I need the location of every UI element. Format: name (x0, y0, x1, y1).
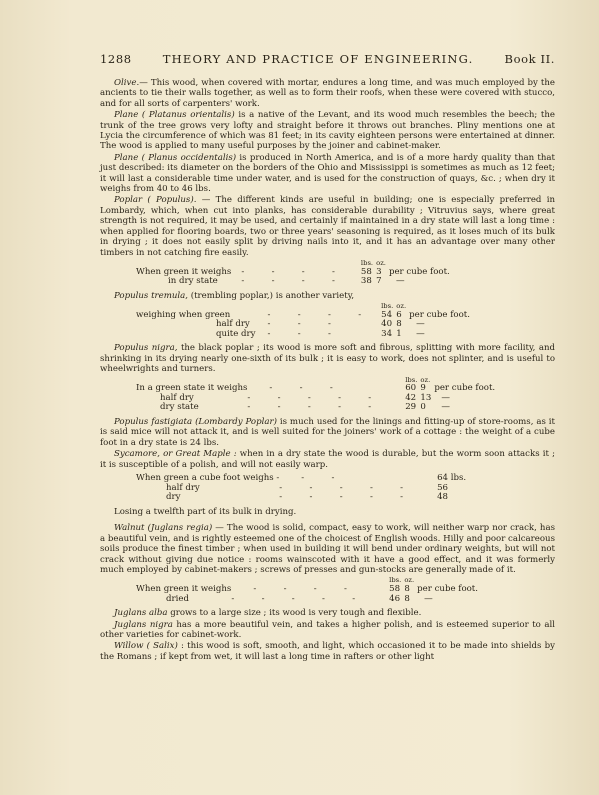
paragraph-juglans-alba: Juglans alba grows to a large size ; its wood is very tough and flexible. (114, 608, 422, 619)
table-row: weighing when green - - - - 54 6 per cube foot. (136, 309, 470, 320)
table-row: In a green state it weighs - - - 60 9 per cube foot. (136, 383, 496, 394)
table-row: in dry state - - - - 38 7 — (168, 276, 405, 287)
table-unit-row: lbs. oz. (360, 258, 386, 267)
table-unit-row: lbs. oz. (381, 302, 407, 311)
table-row: When green a cube foot weighs - - - 64 lbs. (136, 473, 467, 484)
entry-name: Olive. (114, 78, 140, 88)
table-unit-row: lbs. oz. (405, 375, 431, 384)
table-row: half dry - - - - - 42 13 — (160, 392, 450, 403)
entry-latin: ( Salix) (146, 641, 178, 652)
paragraph-losing: Losing a twelfth part of its bulk in drying. (114, 506, 297, 517)
paragraph-plane: Plane ( Platanus orientalis) is a native of the Levant, and its wood much resembles the beech; the trunk of the tree grows very lofty and straight before it throws out branches. Pliny mentions one at Lycia the circumference of which was 81 feet; in its cavity eighteen persons were entertained at dinner. The wood is applied to many useful purposes by the joiner and cabinet-maker. (100, 110, 556, 152)
entry-latin: Populus tremula, (114, 290, 189, 301)
entry-name: Walnut (114, 523, 145, 534)
entry-name: Willow (114, 641, 144, 652)
table-tremula-weights (136, 303, 470, 339)
entry-latin: Juglans alba (114, 608, 168, 619)
table-row: When green it weighs - - - - 58 3 per cube foot. (136, 266, 450, 277)
table-nigra-weights (136, 377, 495, 413)
table-poplar-weights (136, 260, 450, 287)
running-header (100, 52, 555, 66)
paragraph-populus-nigra: Populus nigra, the black poplar ; its wood is more soft and fibrous, splitting with more facility, and shrinking in its drying nearly one-sixth of its bulk ; it is easy to work, does not splinter, and is useful to wheelwrights and turners. (100, 343, 555, 375)
entry-name: Plane (114, 110, 139, 121)
table-walnut-weights (136, 577, 478, 604)
paragraph-sycamore: Sycamore, or Great Maple : when in a dry state the wood is durable, but the worm soon attacks it ; it is susceptible of a polish, and will not easily warp. (100, 449, 555, 470)
entry-latin: (Juglans regia) (147, 523, 213, 534)
entry-name: Poplar (114, 195, 143, 206)
paragraph-poplar: Poplar ( Populus). — The different kinds are useful in building; one is especially preferred in Lombardy, which, when cut into planks, has considerable durability ; Vitruvius says, where great strength is not required, it may be used, and certainly if maintained in a dry state will last a long time : when applied for flooring boards, two or three years' seasoning is required, as it loses much of its bulk in drying ; it does not easily split by driving nails into it, and it has an advantage over many other timbers in not catching fire easily. (100, 195, 555, 258)
paragraph-tremula: Populus tremula, (trembling poplar,) is another variety, (114, 290, 355, 301)
paragraph-walnut: Walnut (Juglans regia) — The wood is solid, compact, easy to work, will neither warp nor crack, has a beautiful vein, and is rightly esteemed one of the choicest of English woods. Hilly and poor calcareous soils produce the finest timber ; when used in building it will bend under ordinary weights, but will not crack without giving due notice : rooms wainscoted with it have a good effect, and it was formerly much employed by cabinet-makers ; screws of presses and gun-stocks are generally made of it. (100, 523, 555, 575)
paragraph-fastigiata: Populus fastigiata (Lombardy Poplar) is much used for the linings and fitting-up of store-rooms, as it is said mice will not attack it, and is well suited for the joiners' work of a cottage : the weight of a cube foot in a dry state is 24 lbs. (100, 417, 556, 448)
entry-latin: ( Populus). (147, 195, 197, 206)
book-label: Book II. (504, 52, 555, 66)
page-number: 1288 (100, 52, 132, 66)
entry-common-name: (Lombardy Poplar) (195, 417, 277, 428)
paragraph-olive: Olive.— This wood, when covered with mortar, endures a long time, and was much employed by the ancients to tie their walls together, as well as to form their roofs, when these were covered with stucco, and for all sorts of carpenters' work. (100, 78, 555, 109)
table-unit-row: lbs. oz. (389, 576, 415, 585)
table-row: When green it weighs - - - - 58 8 per cube foot. (136, 583, 478, 594)
table-row: half dry - - - - - 56 (166, 482, 449, 493)
paragraph-juglans-nigra: Juglans nigra has a more beautiful vein, and takes a higher polish, and is esteemed superior to all other varieties for cabinet-work. (100, 619, 555, 640)
entry-latin: Populus nigra, (114, 343, 178, 354)
table-row: quite dry - - - 34 1 — (216, 328, 425, 339)
entry-latin: Juglans nigra (114, 619, 173, 630)
table-row: dry state - - - - - 29 0 — (160, 402, 450, 413)
table-row: half dry - - - 40 8 — (216, 319, 425, 330)
table-row: dried - - - - - 46 8 — (166, 593, 433, 604)
table-row: dry - - - - - 48 (166, 492, 449, 503)
running-title: THEORY AND PRACTICE OF ENGINEERING. (162, 52, 474, 66)
entry-name: Plane (114, 152, 139, 163)
paragraph-plane-occidentalis: Plane ( Planus occidentalis) is produced in North America, and is of a more hardy quality than that just described: its diameter on the borders of the Ohio and Mississippi is sometimes as much as 12 feet; it will last a considerable time under water, and is used for the construction of quays, &c. ; when dry it weighs from 40 to 46 lbs. (100, 152, 555, 195)
paragraph-willow: Willow ( Salix) : this wood is soft, smooth, and light, which occasioned it to be made into shields by the Romans ; if kept from wet, it will last a long time in rafters or other light (100, 641, 555, 662)
entry-name: Sycamore, or Great Maple : (114, 449, 237, 460)
table-sycamore-weights (136, 474, 466, 503)
entry-latin: Populus fastigiata (114, 417, 193, 428)
entry-latin: ( Platanus orientalis) (141, 110, 235, 121)
entry-latin: ( Planus occidentalis) (141, 152, 237, 163)
